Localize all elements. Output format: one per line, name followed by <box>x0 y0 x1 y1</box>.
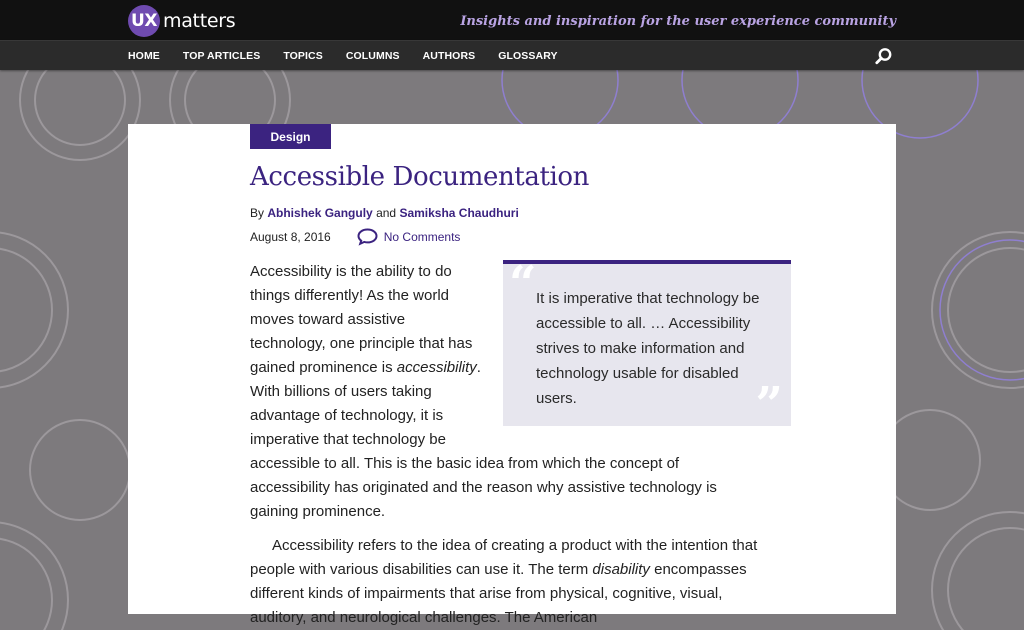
nav-item-topics[interactable]: TOPICS <box>283 49 323 62</box>
logo-text: matters <box>163 10 236 32</box>
nav-item-glossary[interactable]: GLOSSARY <box>498 49 558 62</box>
comment-bubble-icon <box>357 228 378 245</box>
pull-quote <box>503 256 791 434</box>
pull-quote-text: It is imperative that technology be accessible to all. … Accessibility strives to make information and technology usable for disabled users. <box>536 290 760 407</box>
logo-mark: UX <box>128 5 160 37</box>
open-quote-icon: “ <box>509 256 537 312</box>
paragraph-1-emphasis: accessibility <box>396 359 477 376</box>
paragraph-2-text-a: Accessibility refers to the idea of creating a product with the intention that people with various disabilities can use it. The term <box>250 537 758 578</box>
close-quote-icon: ” <box>755 377 783 434</box>
paragraph-2-text-b: encompasses different kinds of impairments that arise from physical, cognitive, visual, auditory, and neurological challenges. The American <box>250 561 747 626</box>
author-link-2[interactable]: Samiksha Chaudhuri <box>399 206 519 220</box>
paragraph-1-text-a: Accessibility is the ability to do things differently! As the world moves toward assistive technology, one principle that has gained prominence is <box>250 263 473 376</box>
article-body <box>250 256 783 630</box>
byline-prefix: By <box>250 206 265 220</box>
search-button[interactable] <box>874 46 894 66</box>
nav-item-top-articles[interactable]: TOP ARTICLES <box>182 49 261 62</box>
site-tagline: Insights and inspiration for the user experience community <box>460 14 896 29</box>
nav-item-home[interactable]: HOME <box>128 49 160 62</box>
byline-and: and <box>376 206 397 220</box>
publish-date: August 8, 2016 <box>250 229 331 244</box>
paragraph-2-emphasis: disability <box>592 561 650 578</box>
article-title: Accessible Documentation <box>250 162 590 192</box>
dateline <box>250 228 460 245</box>
paragraph-1-text-b: . With billions of users taking advantage of technology, it is imperative that technology be accessible to all. This is the basic idea from which the concept of accessibility has originated and the reason why assistive technology is gaining prominence. <box>250 359 717 520</box>
site-header <box>0 0 1024 41</box>
comments-label: No Comments <box>383 229 461 244</box>
nav-item-columns[interactable]: COLUMNS <box>345 49 400 62</box>
category-badge[interactable]: Design <box>250 124 331 149</box>
nav-item-authors[interactable]: AUTHORS <box>422 49 476 62</box>
main-nav <box>0 41 1024 70</box>
article-card <box>128 124 896 626</box>
paragraph-2 <box>250 534 760 630</box>
author-link-1[interactable]: Abhishek Ganguly <box>267 206 373 220</box>
search-icon <box>875 47 893 65</box>
comments-link[interactable] <box>357 228 461 245</box>
byline <box>250 206 519 220</box>
site-logo[interactable] <box>128 5 235 37</box>
